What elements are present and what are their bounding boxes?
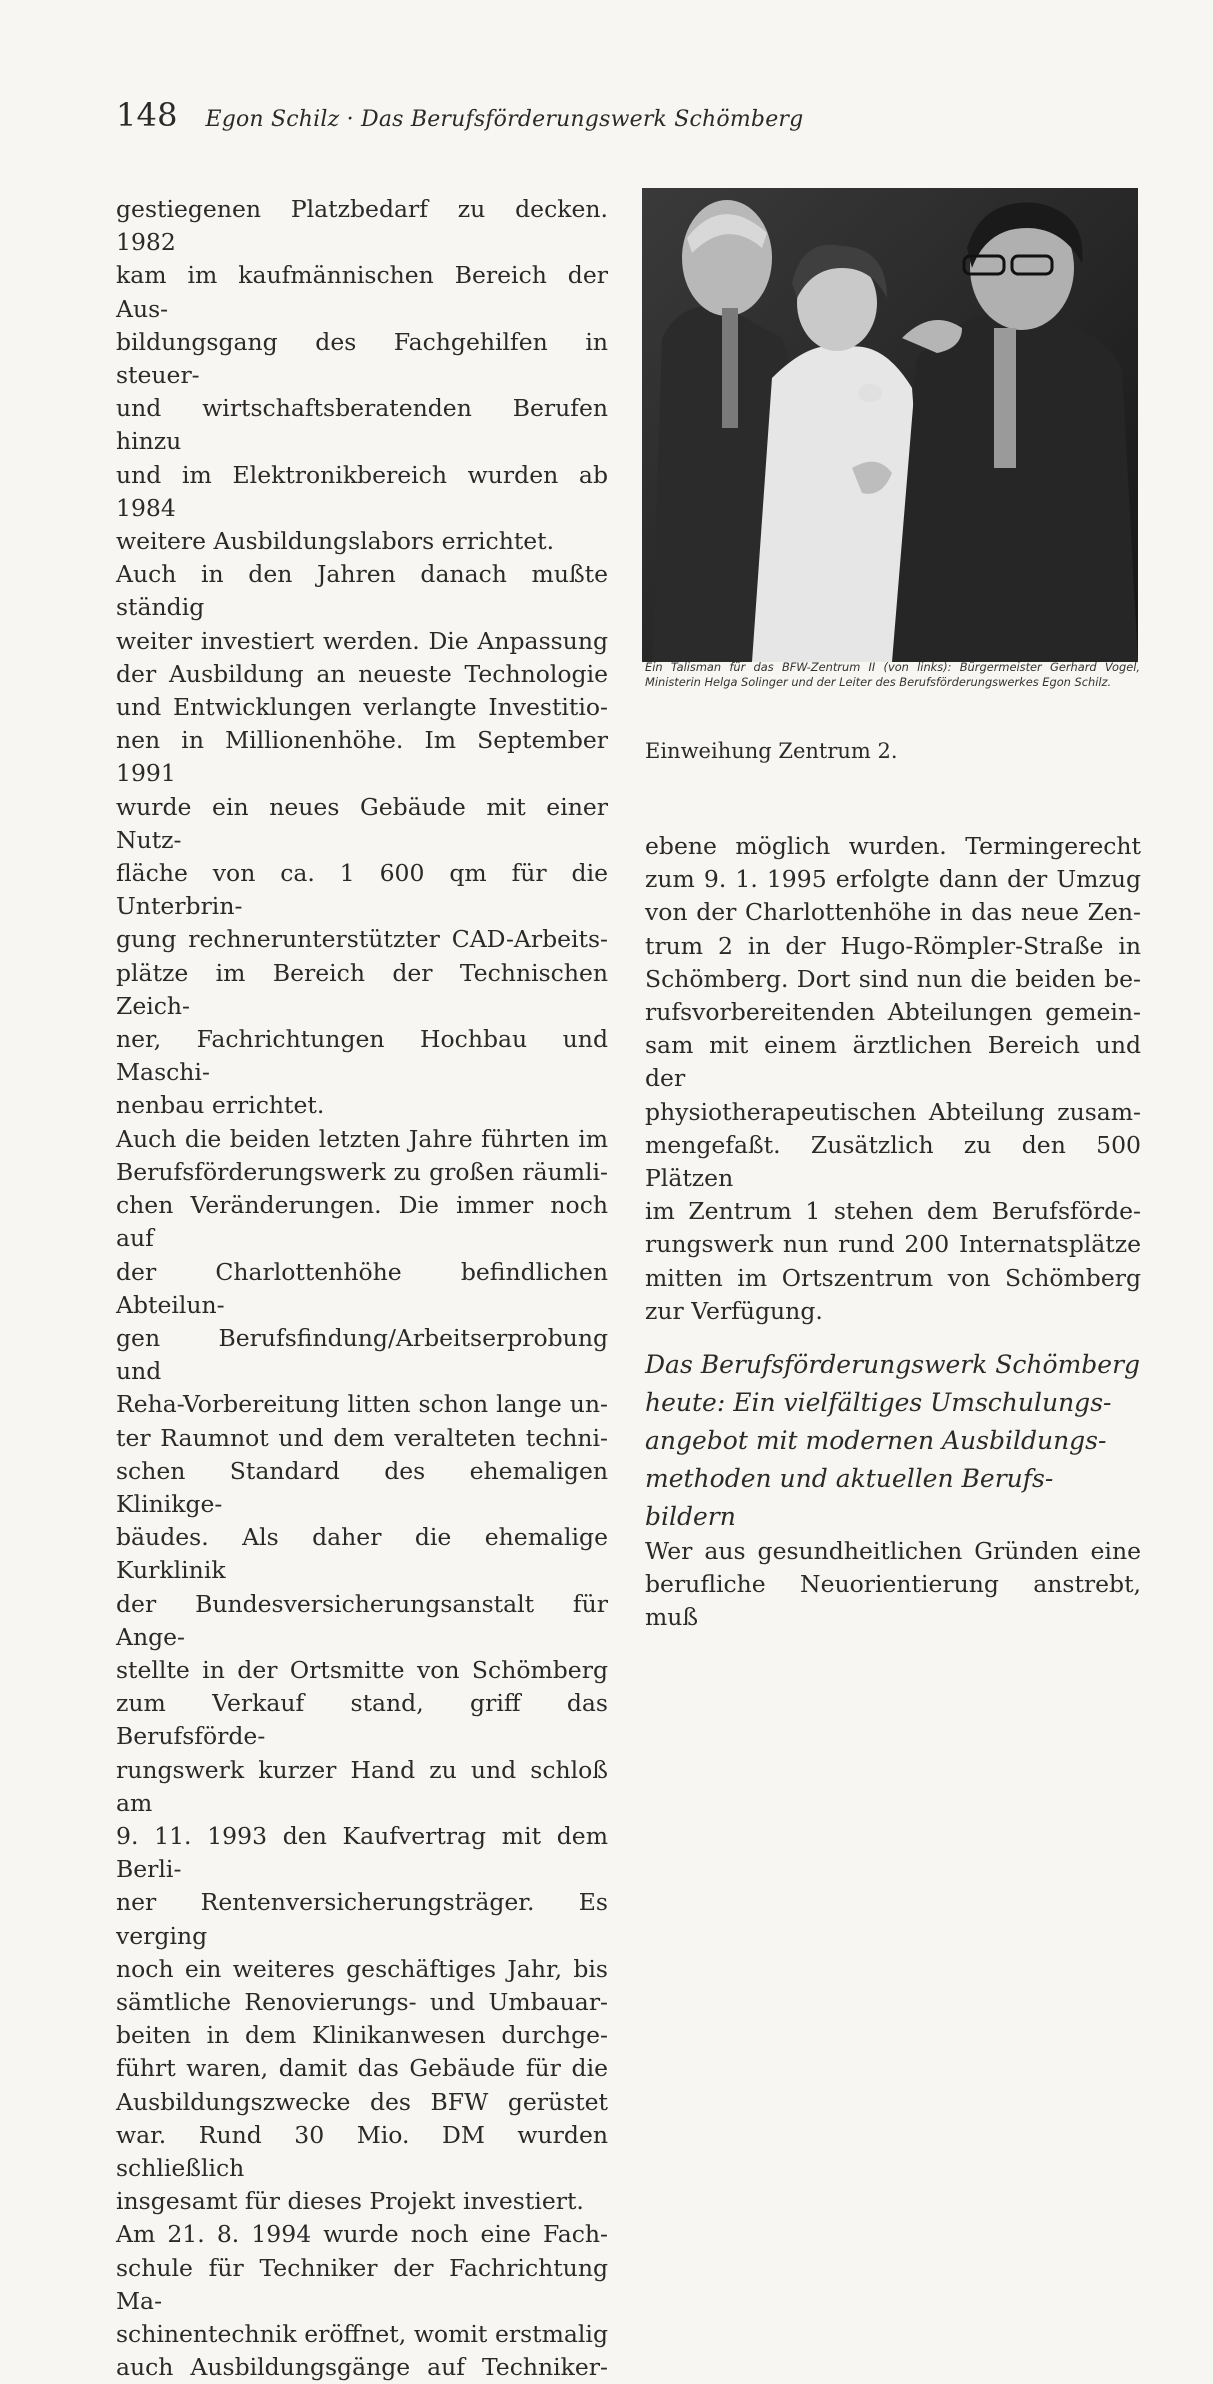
right-text-column-continued	[645, 1535, 1141, 1635]
text-line: weiter investiert werden. Die Anpassung	[116, 626, 608, 655]
running-title: Egon Schilz · Das Berufsförderungswerk Schömberg	[205, 107, 804, 132]
text-line: mengefaßt. Zusätzlich zu den 500 Plätzen	[645, 1130, 1141, 1193]
heading-line: methoden und aktuellen Berufs-	[645, 1464, 1054, 1493]
text-line: zum Verkauf stand, griff das Berufsförde-	[116, 1689, 608, 1751]
text-line: war. Rund 30 Mio. DM wurden schließlich	[116, 2120, 608, 2182]
text-line: berufliche Neuorientierung anstrebt, muß	[645, 1570, 1141, 1632]
text-line: mitten im Ortszentrum von Schömberg	[645, 1263, 1141, 1292]
text-line: 9. 11. 1993 den Kaufvertrag mit dem Berli-	[116, 1821, 608, 1884]
section-heading	[645, 1346, 1145, 1536]
text-line: weitere Ausbildungslabors errichtet.	[116, 527, 555, 556]
text-line: rufsvorbereitenden Abteilungen gemein-	[645, 998, 1141, 1027]
text-line: Auch die beiden letzten Jahre führten im	[116, 1124, 608, 1153]
text-line: Am 21. 8. 1994 wurde noch eine Fach-	[116, 2220, 608, 2249]
right-text-column	[645, 830, 1141, 1328]
text-line: von der Charlottenhöhe in das neue Zen-	[645, 898, 1141, 927]
text-line: bildungsgang des Fachgehilfen in steuer-	[116, 327, 608, 390]
photo-caption: Ein Talisman für das BFW-Zentrum II (von links): Bürgermeister Gerhard Vogel, Ministerin Helga Solinger und der Leiter des Berufsförderungswerkes Egon Schilz.	[645, 660, 1140, 689]
text-line: fläche von ca. 1 600 qm für die Unterbrin-	[116, 859, 608, 921]
text-line: stellte in der Ortsmitte von Schömberg	[116, 1655, 608, 1684]
running-header	[116, 96, 803, 134]
figure-caption: Einweihung Zentrum 2.	[645, 739, 898, 763]
newspaper-photo	[642, 188, 1138, 662]
text-line: rungswerk nun rund 200 Internatsplätze	[645, 1230, 1141, 1259]
text-line: Auch in den Jahren danach mußte ständig	[116, 560, 608, 622]
text-line: der Charlottenhöhe befindlichen Abteilun-	[116, 1257, 608, 1319]
text-line: chen Veränderungen. Die immer noch auf	[116, 1191, 608, 1253]
text-line: gen Berufsfindung/Arbeitserprobung und	[116, 1323, 608, 1386]
text-line: Berufsförderungswerk zu großen räumli-	[116, 1157, 608, 1186]
text-line: trum 2 in der Hugo-Römpler-Straße in	[645, 931, 1141, 960]
text-line: schinentechnik eröffnet, womit erstmalig	[116, 2320, 608, 2348]
text-line: im Zentrum 1 stehen dem Berufsförde-	[645, 1197, 1141, 1226]
text-line: rungswerk kurzer Hand zu und schloß am	[116, 1755, 608, 1817]
left-text-column	[116, 193, 608, 2384]
text-line: auch Ausbildungsgänge auf Techniker-	[116, 2353, 608, 2382]
heading-line: angebot mit modernen Ausbildungs-	[645, 1426, 1107, 1455]
text-line: ner, Fachrichtungen Hochbau und Maschi-	[116, 1025, 608, 1087]
text-line: der Bundesversicherungsanstalt für Ange-	[116, 1589, 608, 1651]
text-line: insgesamt für dieses Projekt investiert.	[116, 2187, 584, 2216]
heading-line: heute: Ein vielfältiges Umschulungs-	[645, 1388, 1112, 1417]
text-line: schule für Techniker der Fachrichtung Ma-	[116, 2253, 608, 2315]
text-line: gung rechnerunterstützter CAD-Arbeits-	[116, 925, 608, 954]
text-line: Wer aus gesundheitlichen Gründen eine	[645, 1537, 1141, 1565]
text-line: noch ein weiteres geschäftiges Jahr, bis	[116, 1954, 608, 1983]
text-line: nen in Millionenhöhe. Im September 1991	[116, 726, 608, 788]
page-number: 148	[116, 96, 178, 134]
heading-line: Das Berufsförderungswerk Schömberg	[645, 1350, 1141, 1379]
text-line: der Ausbildung an neueste Technologie	[116, 659, 608, 688]
text-line: ner Rentenversicherungsträger. Es verging	[116, 1888, 608, 1950]
text-line: plätze im Bereich der Technischen Zeich-	[116, 958, 608, 1020]
text-line: sämtliche Renovierungs- und Umbauar-	[116, 1987, 608, 2016]
text-line: sam mit einem ärztlichen Bereich und der	[645, 1031, 1141, 1093]
text-line: schen Standard des ehemaligen Klinikge-	[116, 1456, 608, 1518]
text-line: führt waren, damit das Gebäude für die	[116, 2054, 608, 2083]
text-line: und wirtschaftsberatenden Berufen hinzu	[116, 394, 608, 456]
text-line: und im Elektronikbereich wurden ab 1984	[116, 460, 608, 522]
text-line: ebene möglich wurden. Termingerecht	[645, 832, 1141, 860]
text-line: Ausbildungszwecke des BFW gerüstet	[116, 2087, 608, 2116]
text-line: Schömberg. Dort sind nun die beiden be-	[645, 964, 1141, 993]
text-line: Reha-Vorbereitung litten schon lange un-	[116, 1390, 608, 1419]
text-line: bäudes. Als daher die ehemalige Kurklinik	[116, 1523, 608, 1585]
text-line: zum 9. 1. 1995 erfolgte dann der Umzug	[645, 865, 1141, 894]
text-line: nenbau errichtet.	[116, 1091, 325, 1120]
text-line: physiotherapeutischen Abteilung zusam-	[645, 1097, 1141, 1126]
text-line: beiten in dem Klinikanwesen durchge-	[116, 2021, 608, 2050]
text-line: zur Verfügung.	[645, 1296, 823, 1325]
text-line: kam im kaufmännischen Bereich der Aus-	[116, 261, 608, 323]
text-line: ter Raumnot und dem veralteten techni-	[116, 1423, 608, 1452]
photo-illustration	[642, 188, 1138, 662]
text-line: wurde ein neues Gebäude mit einer Nutz-	[116, 792, 608, 854]
text-line: und Entwicklungen verlangte Investitio-	[116, 693, 608, 722]
heading-line: bildern	[645, 1502, 736, 1531]
text-line: gestiegenen Platzbedarf zu decken. 1982	[116, 195, 608, 257]
